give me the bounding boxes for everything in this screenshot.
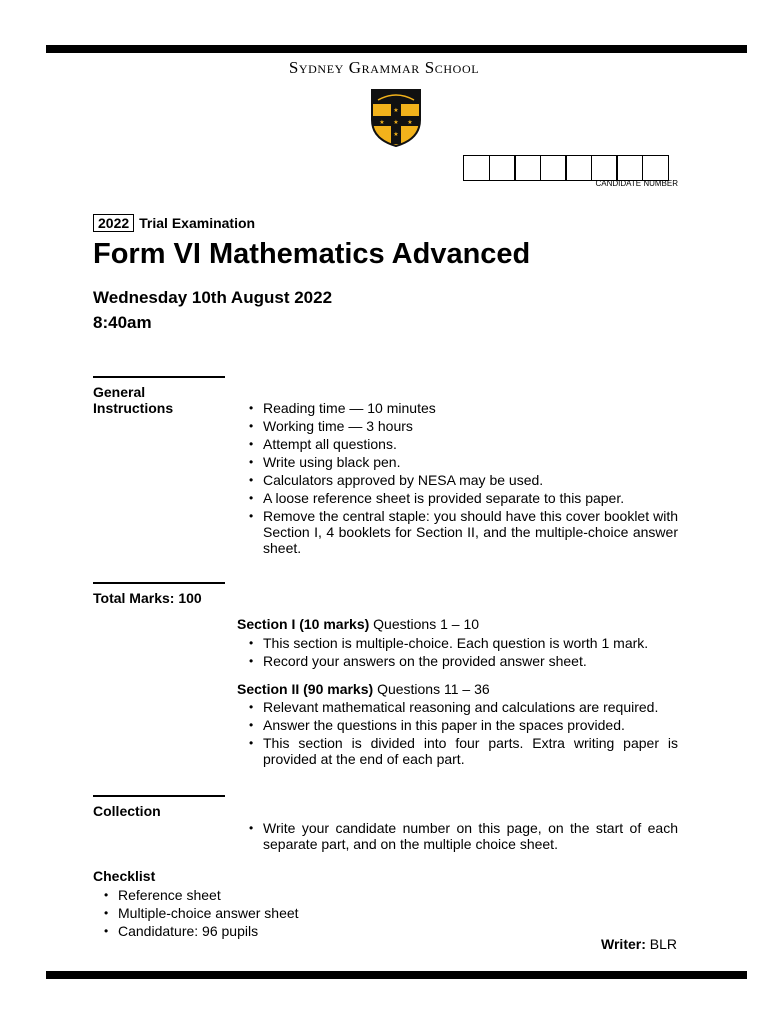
divider [93, 582, 225, 584]
general-instructions-list [249, 400, 678, 558]
candidate-number-box[interactable] [565, 155, 592, 181]
svg-text:★: ★ [393, 119, 399, 126]
svg-text:★: ★ [393, 107, 399, 114]
list-item: • Multiple-choice answer sheet [104, 905, 404, 921]
bottom-rule [46, 971, 747, 979]
school-name: Sydney Grammar School [288, 58, 480, 77]
list-item: • Candidature: 96 pupils [104, 923, 404, 939]
list-item: • Write your candidate number on this page, on the start of each separate part, and on the multiple choice sheet. [249, 820, 678, 852]
checklist-label: Checklist [93, 868, 156, 884]
list-item: • Answer the questions in this paper in the spaces provided. [249, 717, 678, 733]
section2-list [249, 699, 678, 769]
candidate-number-box[interactable] [489, 155, 516, 181]
list-item: • Relevant mathematical reasoning and calculations are required. [249, 699, 678, 715]
section1-list [249, 635, 678, 671]
list-item: • Remove the central staple: you should have this cover booklet with Section I, 4 booklets for Section II, and the multiple-choice answer sheet. [249, 508, 678, 556]
list-item: • Working time — 3 hours [249, 418, 678, 434]
candidate-number-box[interactable] [514, 155, 541, 181]
total-marks: Total Marks: 100 [93, 590, 202, 606]
section1-heading: Section I (10 marks) Questions 1 – 10 [237, 616, 480, 632]
candidate-number-box[interactable] [591, 155, 618, 181]
section2-heading: Section II (90 marks) Questions 11 – 36 [237, 681, 490, 697]
candidate-number-box[interactable] [642, 155, 669, 181]
school-crest-icon [370, 88, 422, 148]
exam-title: Form VI Mathematics Advanced [93, 238, 531, 270]
list-item: • Record your answers on the provided answer sheet. [249, 653, 678, 669]
list-item: • This section is divided into four parts. Extra writing paper is provided at the end of each part. [249, 735, 678, 767]
writer: Writer: BLR [601, 936, 677, 952]
top-rule [46, 45, 747, 53]
collection-label: Collection [93, 803, 161, 819]
list-item: • Calculators approved by NESA may be used. [249, 472, 678, 488]
exam-date: Wednesday 10th August 2022 [93, 288, 333, 307]
svg-text:★: ★ [379, 119, 385, 126]
list-item: • Write using black pen. [249, 454, 678, 470]
exam-heading [93, 214, 255, 232]
exam-type: Trial Examination [139, 215, 256, 231]
general-instructions-label: General Instructions [93, 384, 174, 416]
candidate-number-box[interactable] [463, 155, 490, 181]
divider [93, 795, 225, 797]
candidate-number-boxes[interactable] [463, 155, 669, 181]
svg-text:★: ★ [393, 131, 399, 138]
list-item: • Reference sheet [104, 887, 404, 903]
checklist-list [104, 887, 404, 941]
list-item: • This section is multiple-choice. Each question is worth 1 mark. [249, 635, 678, 651]
list-item: • A loose reference sheet is provided separate to this paper. [249, 490, 678, 506]
candidate-number-box[interactable] [540, 155, 567, 181]
svg-text:★: ★ [407, 119, 413, 126]
candidate-number-label: CANDIDATE NUMBER [595, 179, 678, 188]
candidate-number-box[interactable] [616, 155, 643, 181]
collection-list [249, 820, 678, 854]
divider [93, 376, 225, 378]
list-item: • Attempt all questions. [249, 436, 678, 452]
exam-time: 8:40am [93, 313, 152, 332]
exam-year: 2022 [93, 214, 134, 232]
list-item: • Reading time — 10 minutes [249, 400, 678, 416]
